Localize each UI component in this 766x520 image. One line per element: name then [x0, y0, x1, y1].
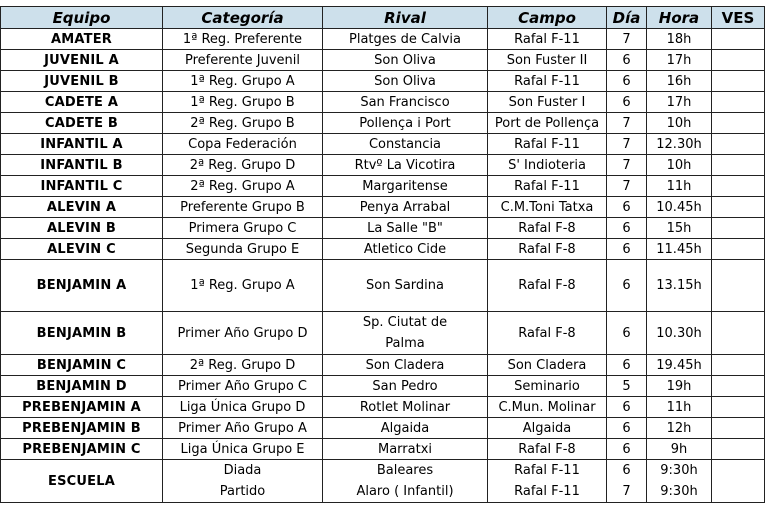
- equipo-cell: INFANTIL C: [1, 176, 163, 197]
- categoria-cell: [163, 460, 323, 503]
- table-row: [1, 355, 765, 376]
- campo-cell: Son Cladera: [488, 355, 607, 376]
- campo-line: Rafal F-11: [514, 484, 580, 499]
- equipo-cell: BENJAMIN A: [1, 260, 163, 312]
- rival-cell: Constancia: [323, 134, 488, 155]
- categoria-cell: Primera Grupo C: [163, 218, 323, 239]
- table-row: [1, 239, 765, 260]
- table-row: [1, 29, 765, 50]
- equipo-cell: PREBENJAMIN B: [1, 418, 163, 439]
- equipo-cell: BENJAMIN C: [1, 355, 163, 376]
- categoria-cell: Liga Única Grupo E: [163, 439, 323, 460]
- header-campo: Campo: [488, 7, 607, 29]
- ves-cell: [712, 355, 765, 376]
- dia-cell: 6: [607, 397, 647, 418]
- equipo-cell: PREBENJAMIN A: [1, 397, 163, 418]
- ves-cell: [712, 113, 765, 134]
- rival-cell: La Salle "B": [323, 218, 488, 239]
- ves-cell: [712, 50, 765, 71]
- ves-cell: [712, 155, 765, 176]
- dia-cell: 6: [607, 418, 647, 439]
- rival-cell: [323, 312, 488, 355]
- equipo-cell: BENJAMIN D: [1, 376, 163, 397]
- ves-cell: [712, 239, 765, 260]
- equipo-cell: PREBENJAMIN C: [1, 439, 163, 460]
- hora-cell: 10.30h: [647, 312, 712, 355]
- dia-cell: 7: [607, 29, 647, 50]
- ves-cell: [712, 71, 765, 92]
- dia-cell: 7: [607, 134, 647, 155]
- ves-cell: [712, 260, 765, 312]
- campo-cell: Rafal F-8: [488, 239, 607, 260]
- equipo-cell: ALEVIN C: [1, 239, 163, 260]
- rival-cell: Margaritense: [323, 176, 488, 197]
- rival-cell: Rtvº La Vicotira: [323, 155, 488, 176]
- rival-cell: Son Cladera: [323, 355, 488, 376]
- ves-cell: [712, 439, 765, 460]
- categoria-cell: Primer Año Grupo C: [163, 376, 323, 397]
- categoria-cell: 1ª Reg. Grupo A: [163, 260, 323, 312]
- dia-cell: 6: [607, 355, 647, 376]
- ves-cell: [712, 218, 765, 239]
- rival-cell: Son Oliva: [323, 71, 488, 92]
- hora-cell: 19.45h: [647, 355, 712, 376]
- hora-line: 9:30h: [660, 463, 698, 478]
- table-row: [1, 460, 765, 503]
- header-categoria: Categoría: [163, 7, 323, 29]
- campo-cell: Rafal F-8: [488, 218, 607, 239]
- equipo-cell: INFANTIL B: [1, 155, 163, 176]
- campo-cell: Rafal F-8: [488, 312, 607, 355]
- equipo-cell: ALEVIN B: [1, 218, 163, 239]
- equipo-cell: ESCUELA: [1, 460, 163, 503]
- dia-cell: 6: [607, 439, 647, 460]
- campo-cell: Rafal F-11: [488, 71, 607, 92]
- dia-cell: 7: [607, 176, 647, 197]
- campo-cell: C.M.Toni Tatxa: [488, 197, 607, 218]
- hora-cell: 12.30h: [647, 134, 712, 155]
- campo-cell: Son Fuster II: [488, 50, 607, 71]
- hora-cell: 13.15h: [647, 260, 712, 312]
- dia-cell: 7: [607, 113, 647, 134]
- rival-cell: [323, 460, 488, 503]
- dia-line: 6: [622, 463, 631, 478]
- equipo-cell: CADETE A: [1, 92, 163, 113]
- categoria-cell: Preferente Juvenil: [163, 50, 323, 71]
- equipo-cell: BENJAMIN B: [1, 312, 163, 355]
- campo-cell: Rafal F-11: [488, 134, 607, 155]
- categoria-cell: 2ª Reg. Grupo B: [163, 113, 323, 134]
- table-row: [1, 260, 765, 312]
- rival-cell: Rotlet Molinar: [323, 397, 488, 418]
- categoria-cell: 1ª Reg. Grupo A: [163, 71, 323, 92]
- hora-cell: 11h: [647, 176, 712, 197]
- table-row: [1, 113, 765, 134]
- campo-cell: Rafal F-11: [488, 176, 607, 197]
- header-row: [1, 7, 765, 29]
- categoria-cell: 2ª Reg. Grupo D: [163, 355, 323, 376]
- ves-cell: [712, 312, 765, 355]
- rival-cell: San Francisco: [323, 92, 488, 113]
- rival-cell: Son Oliva: [323, 50, 488, 71]
- categoria-cell: 1ª Reg. Grupo B: [163, 92, 323, 113]
- campo-cell: Algaida: [488, 418, 607, 439]
- hora-line: 9:30h: [660, 484, 698, 499]
- equipo-cell: JUVENIL B: [1, 71, 163, 92]
- table-row: [1, 439, 765, 460]
- rival-cell: Platges de Calvia: [323, 29, 488, 50]
- table-row: [1, 197, 765, 218]
- dia-cell: 7: [607, 155, 647, 176]
- hora-cell: 15h: [647, 218, 712, 239]
- categoria-cell: 2ª Reg. Grupo D: [163, 155, 323, 176]
- categoria-cell: Liga Única Grupo D: [163, 397, 323, 418]
- categoria-cell: 1ª Reg. Preferente: [163, 29, 323, 50]
- equipo-cell: CADETE B: [1, 113, 163, 134]
- ves-cell: [712, 197, 765, 218]
- hora-cell: 9h: [647, 439, 712, 460]
- table-row: [1, 418, 765, 439]
- rival-line: Sp. Ciutat de: [362, 315, 448, 330]
- rival-cell: Atletico Cide: [323, 239, 488, 260]
- table-row: [1, 176, 765, 197]
- hora-cell: 19h: [647, 376, 712, 397]
- header-equipo: Equipo: [1, 7, 163, 29]
- campo-cell: [488, 460, 607, 503]
- table-row: [1, 376, 765, 397]
- hora-cell: 12h: [647, 418, 712, 439]
- hora-cell: 10h: [647, 155, 712, 176]
- ves-cell: [712, 397, 765, 418]
- campo-cell: Rafal F-8: [488, 439, 607, 460]
- ves-cell: [712, 460, 765, 503]
- dia-line: 7: [622, 484, 631, 499]
- campo-line: Rafal F-11: [514, 463, 580, 478]
- dia-cell: 6: [607, 239, 647, 260]
- equipo-cell: AMATER: [1, 29, 163, 50]
- schedule-body: [1, 29, 765, 503]
- ves-cell: [712, 376, 765, 397]
- dia-cell: 6: [607, 92, 647, 113]
- rival-line: Palma: [385, 336, 425, 351]
- equipo-cell: JUVENIL A: [1, 50, 163, 71]
- dia-cell: 6: [607, 218, 647, 239]
- campo-cell: S' Indioteria: [488, 155, 607, 176]
- hora-cell: 10.45h: [647, 197, 712, 218]
- hora-cell: [647, 460, 712, 503]
- ves-cell: [712, 29, 765, 50]
- categoria-cell: Primer Año Grupo A: [163, 418, 323, 439]
- categoria-line: Partido: [219, 484, 266, 499]
- rival-cell: Algaida: [323, 418, 488, 439]
- campo-cell: C.Mun. Molinar: [488, 397, 607, 418]
- rival-cell: Son Sardina: [323, 260, 488, 312]
- dia-cell: 6: [607, 197, 647, 218]
- rival-line: Baleares: [376, 463, 434, 478]
- table-row: [1, 50, 765, 71]
- campo-cell: Port de Pollença: [488, 113, 607, 134]
- categoria-cell: 2ª Reg. Grupo A: [163, 176, 323, 197]
- hora-cell: 11h: [647, 397, 712, 418]
- table-row: [1, 312, 765, 355]
- ves-cell: [712, 92, 765, 113]
- equipo-cell: INFANTIL A: [1, 134, 163, 155]
- rival-cell: Pollença i Port: [323, 113, 488, 134]
- campo-cell: Son Fuster I: [488, 92, 607, 113]
- header-hora: Hora: [647, 7, 712, 29]
- dia-cell: 6: [607, 71, 647, 92]
- equipo-cell: ALEVIN A: [1, 197, 163, 218]
- header-dia: Día: [607, 7, 647, 29]
- rival-cell: Penya Arrabal: [323, 197, 488, 218]
- hora-cell: 10h: [647, 113, 712, 134]
- campo-cell: Seminario: [488, 376, 607, 397]
- header-rival: Rival: [323, 7, 488, 29]
- categoria-cell: Preferente Grupo B: [163, 197, 323, 218]
- table-row: [1, 155, 765, 176]
- categoria-line: Diada: [223, 463, 262, 478]
- ves-cell: [712, 418, 765, 439]
- hora-cell: 16h: [647, 71, 712, 92]
- categoria-cell: Segunda Grupo E: [163, 239, 323, 260]
- hora-cell: 17h: [647, 92, 712, 113]
- dia-cell: 6: [607, 50, 647, 71]
- table-row: [1, 92, 765, 113]
- rival-cell: Marratxi: [323, 439, 488, 460]
- categoria-cell: Primer Año Grupo D: [163, 312, 323, 355]
- header-ves: VES: [712, 7, 765, 29]
- dia-cell: 6: [607, 312, 647, 355]
- hora-cell: 17h: [647, 50, 712, 71]
- table-row: [1, 397, 765, 418]
- hora-cell: 11.45h: [647, 239, 712, 260]
- campo-cell: Rafal F-8: [488, 260, 607, 312]
- hora-cell: 18h: [647, 29, 712, 50]
- table-row: [1, 71, 765, 92]
- dia-cell: [607, 460, 647, 503]
- ves-cell: [712, 134, 765, 155]
- table-row: [1, 134, 765, 155]
- ves-cell: [712, 176, 765, 197]
- categoria-cell: Copa Federación: [163, 134, 323, 155]
- table-row: [1, 218, 765, 239]
- rival-line: Alaro ( Infantil): [356, 484, 454, 499]
- match-schedule-table: [0, 6, 765, 503]
- campo-cell: Rafal F-11: [488, 29, 607, 50]
- dia-cell: 6: [607, 260, 647, 312]
- rival-cell: San Pedro: [323, 376, 488, 397]
- dia-cell: 5: [607, 376, 647, 397]
